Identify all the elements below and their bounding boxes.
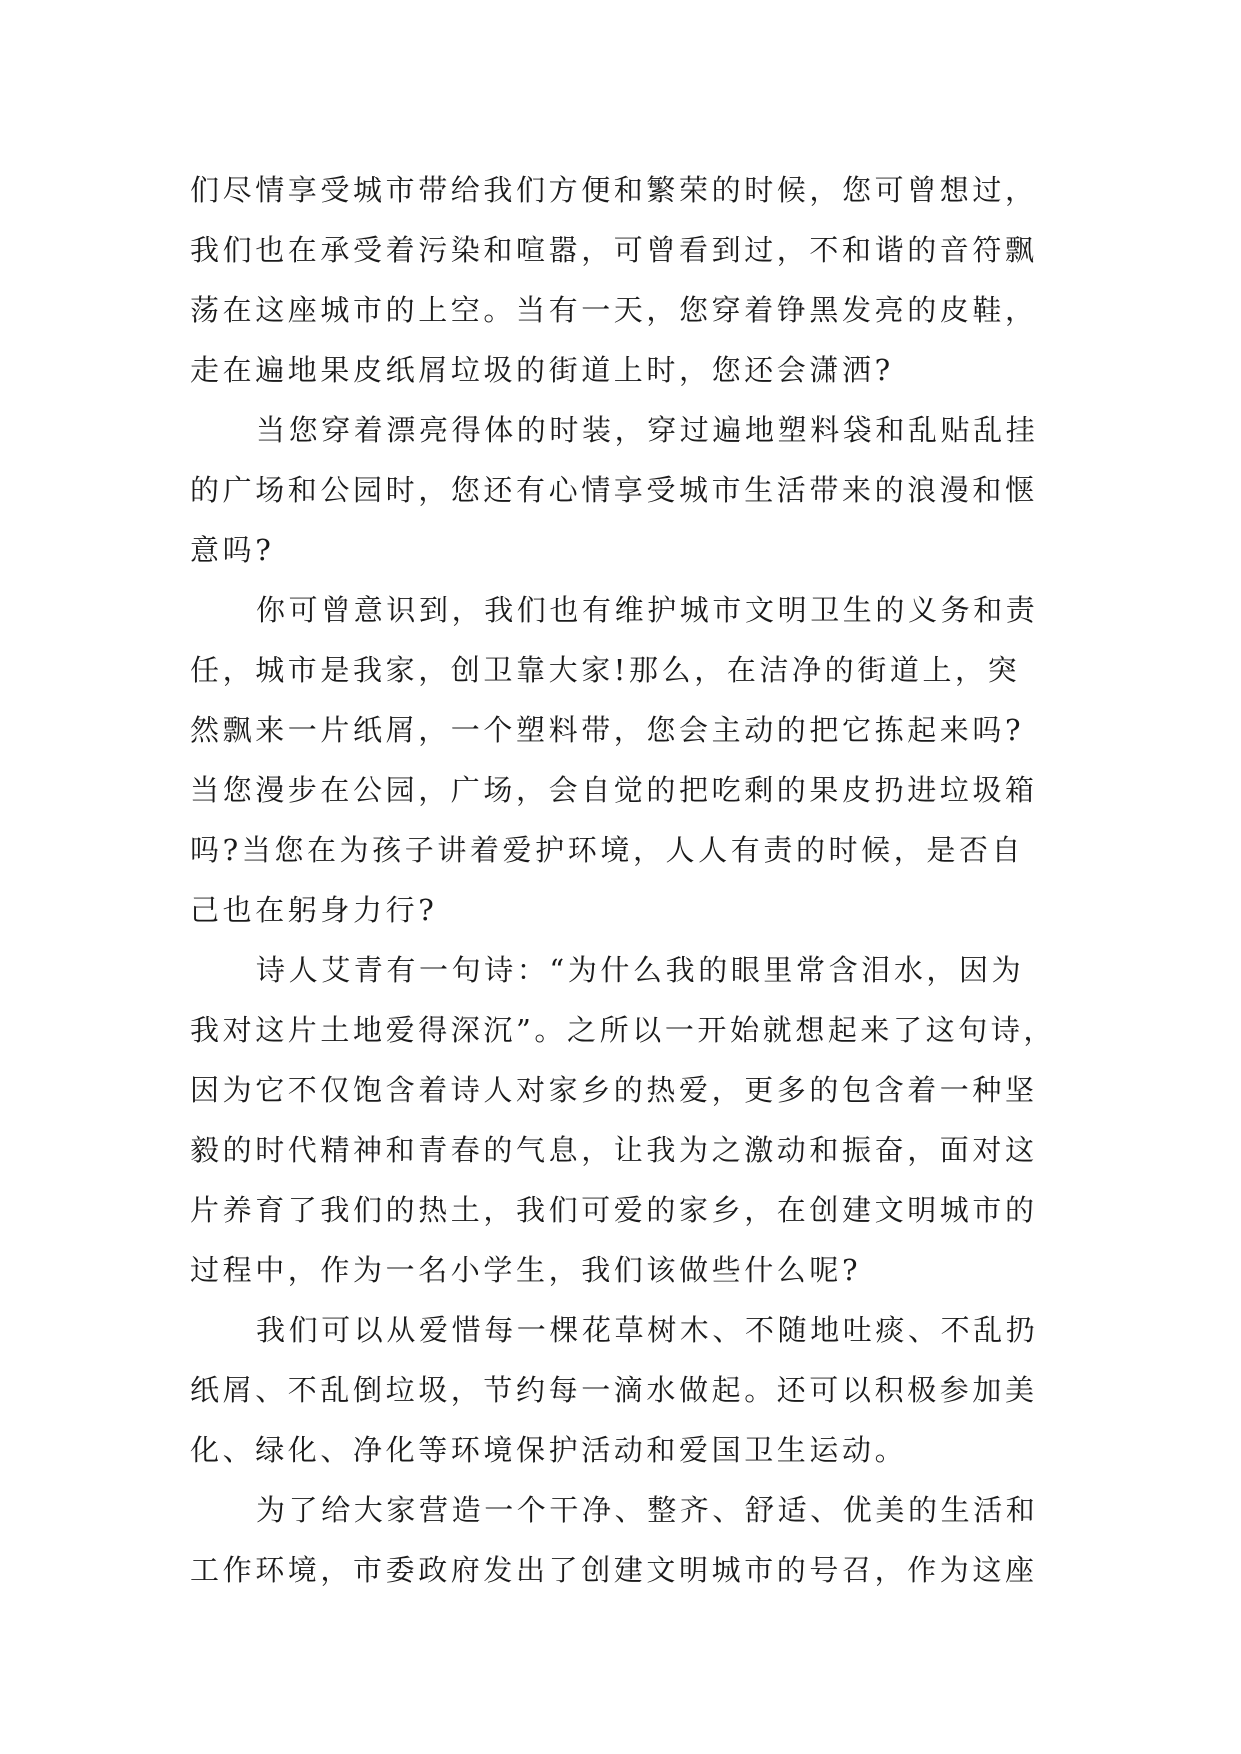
text-line: 片养育了我们的热土，我们可爱的家乡，在创建文明城市的 — [190, 1193, 1038, 1227]
text-line: 毅的时代精神和青春的气息，让我为之激动和振奋，面对这 — [190, 1133, 1038, 1167]
text-line: 吗?当您在为孩子讲着爱护环境，人人有责的时候，是否自 — [190, 833, 1025, 867]
paragraph-5 — [190, 1300, 1070, 1480]
text-line: 走在遍地果皮纸屑垃圾的街道上时，您还会潇洒? — [190, 353, 894, 387]
text-line: 然飘来一片纸屑，一个塑料带，您会主动的把它拣起来吗? — [190, 713, 1025, 747]
text-line: 当您穿着漂亮得体的时装，穿过遍地塑料袋和乱贴乱挂 — [256, 413, 1039, 447]
text-line: 纸屑、不乱倒垃圾，节约每一滴水做起。还可以积极参加美 — [190, 1373, 1038, 1407]
text-line: 己也在躬身力行? — [190, 893, 438, 927]
paragraph-2 — [190, 400, 1070, 580]
text-line: 意吗? — [190, 533, 275, 567]
text-line: 我们也在承受着污染和喧嚣，可曾看到过，不和谐的音符飘 — [190, 233, 1038, 267]
paragraph-1 — [190, 160, 1070, 400]
body-text — [190, 160, 1070, 1600]
text-line: 为了给大家营造一个干净、整齐、舒适、优美的生活和 — [256, 1493, 1039, 1527]
text-line: 过程中，作为一名小学生，我们该做些什么呢? — [190, 1253, 862, 1287]
text-line: 任，城市是我家，创卫靠大家!那么，在洁净的街道上，突 — [190, 653, 1021, 687]
text-line: 荡在这座城市的上空。当有一天，您穿着铮黑发亮的皮鞋， — [190, 293, 1038, 327]
text-line: 我对这片土地爱得深沉”。之所以一开始就想起来了这句诗， — [190, 1013, 1057, 1047]
paragraph-6 — [190, 1480, 1070, 1600]
text-line: 化、绿化、净化等环境保护活动和爱国卫生运动。 — [190, 1433, 908, 1467]
text-line: 们尽情享受城市带给我们方便和繁荣的时候，您可曾想过， — [190, 173, 1038, 207]
text-line: 你可曾意识到，我们也有维护城市文明卫生的义务和责 — [256, 593, 1039, 627]
paragraph-3 — [190, 580, 1070, 940]
paragraph-4 — [190, 940, 1070, 1300]
text-line: 工作环境，市委政府发出了创建文明城市的号召，作为这座 — [190, 1553, 1038, 1587]
text-line: 当您漫步在公园，广场，会自觉的把吃剩的果皮扔进垃圾箱 — [190, 773, 1038, 807]
text-line: 的广场和公园时，您还有心情享受城市生活带来的浪漫和惬 — [190, 473, 1038, 507]
text-line: 因为它不仅饱含着诗人对家乡的热爱，更多的包含着一种坚 — [190, 1073, 1038, 1107]
text-line: 诗人艾青有一句诗：“为什么我的眼里常含泪水，因为 — [256, 953, 1025, 987]
text-line: 我们可以从爱惜每一棵花草树木、不随地吐痰、不乱扔 — [256, 1313, 1039, 1347]
